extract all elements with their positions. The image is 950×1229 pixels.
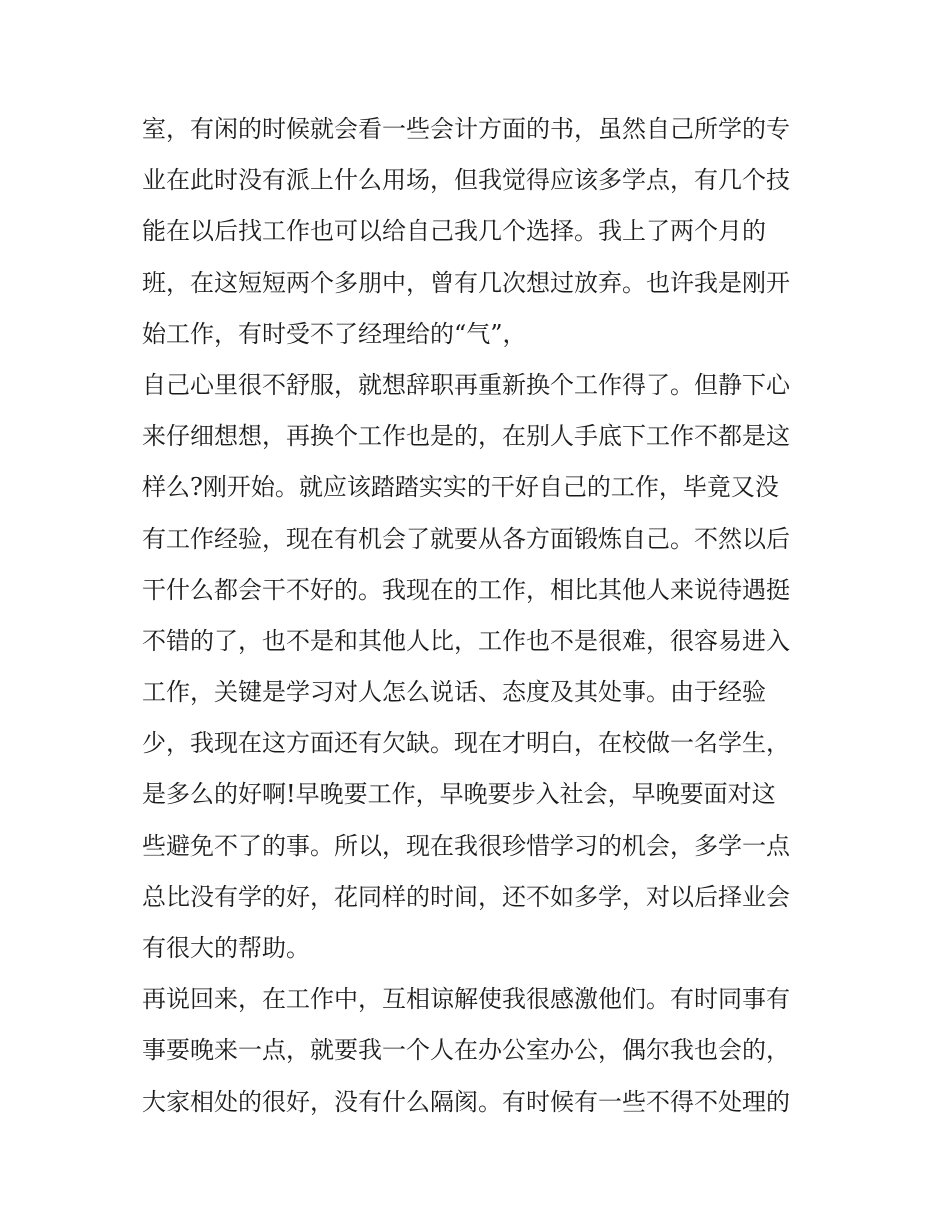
text-line: 是多么的好啊!早晚要工作，早晚要步入社会，早晚要面对这: [142, 780, 776, 809]
text-line: 些避免不了的事。所以，现在我很珍惜学习的机会，多学一点: [142, 831, 790, 860]
text-line: 工作，关键是学习对人怎么说话、态度及其处事。由于经验: [142, 678, 766, 707]
text-line: 总比没有学的好，花同样的时间，还不如多学，对以后择业会: [142, 882, 790, 911]
text-line: 不错的了，也不是和其他人比，工作也不是很难，很容易进入: [142, 626, 790, 655]
text-line: 始工作，有时受不了经理给的“气”，: [142, 319, 527, 348]
text-line: 大家相处的很好，没有什么隔阂。有时候有一些不得不处理的: [142, 1087, 790, 1116]
text-line: 业在此时没有派上什么用场，但我觉得应该多学点，有几个技: [142, 166, 790, 195]
text-line: 有很大的帮助。: [142, 934, 310, 962]
text-line: 室，有闲的时候就会看一些会计方面的书，虽然自己所学的专: [142, 115, 790, 143]
text-line: 自己心里很不舒服，就想辞职再重新换个工作得了。但静下心: [142, 370, 790, 399]
text-line: 少，我现在这方面还有欠缺。现在才明白，在校做一名学生，: [142, 729, 790, 758]
text-line: 事要晚来一点，就要我一个人在办公室办公，偶尔我也会的，: [142, 1036, 790, 1065]
text-line: 有工作经验，现在有机会了就要从各方面锻炼自己。不然以后: [142, 524, 790, 553]
text-line: 班，在这短短两个多朋中，曾有几次想过放弃。也许我是刚开: [142, 268, 790, 297]
text-line: 来仔细想想，再换个工作也是的，在别人手底下工作不都是这: [142, 422, 790, 451]
text-line: 样么?刚开始。就应该踏踏实实的干好自己的工作，毕竟又没: [142, 473, 779, 502]
document-body: [142, 104, 814, 1128]
text-line: 能在以后找工作也可以给自己我几个选择。我上了两个月的: [142, 217, 766, 246]
text-line: 再说回来，在工作中，互相谅解使我很感激他们。有时同事有: [142, 985, 790, 1014]
text-line: 干什么都会干不好的。我现在的工作，相比其他人来说待遇挺: [142, 575, 790, 604]
